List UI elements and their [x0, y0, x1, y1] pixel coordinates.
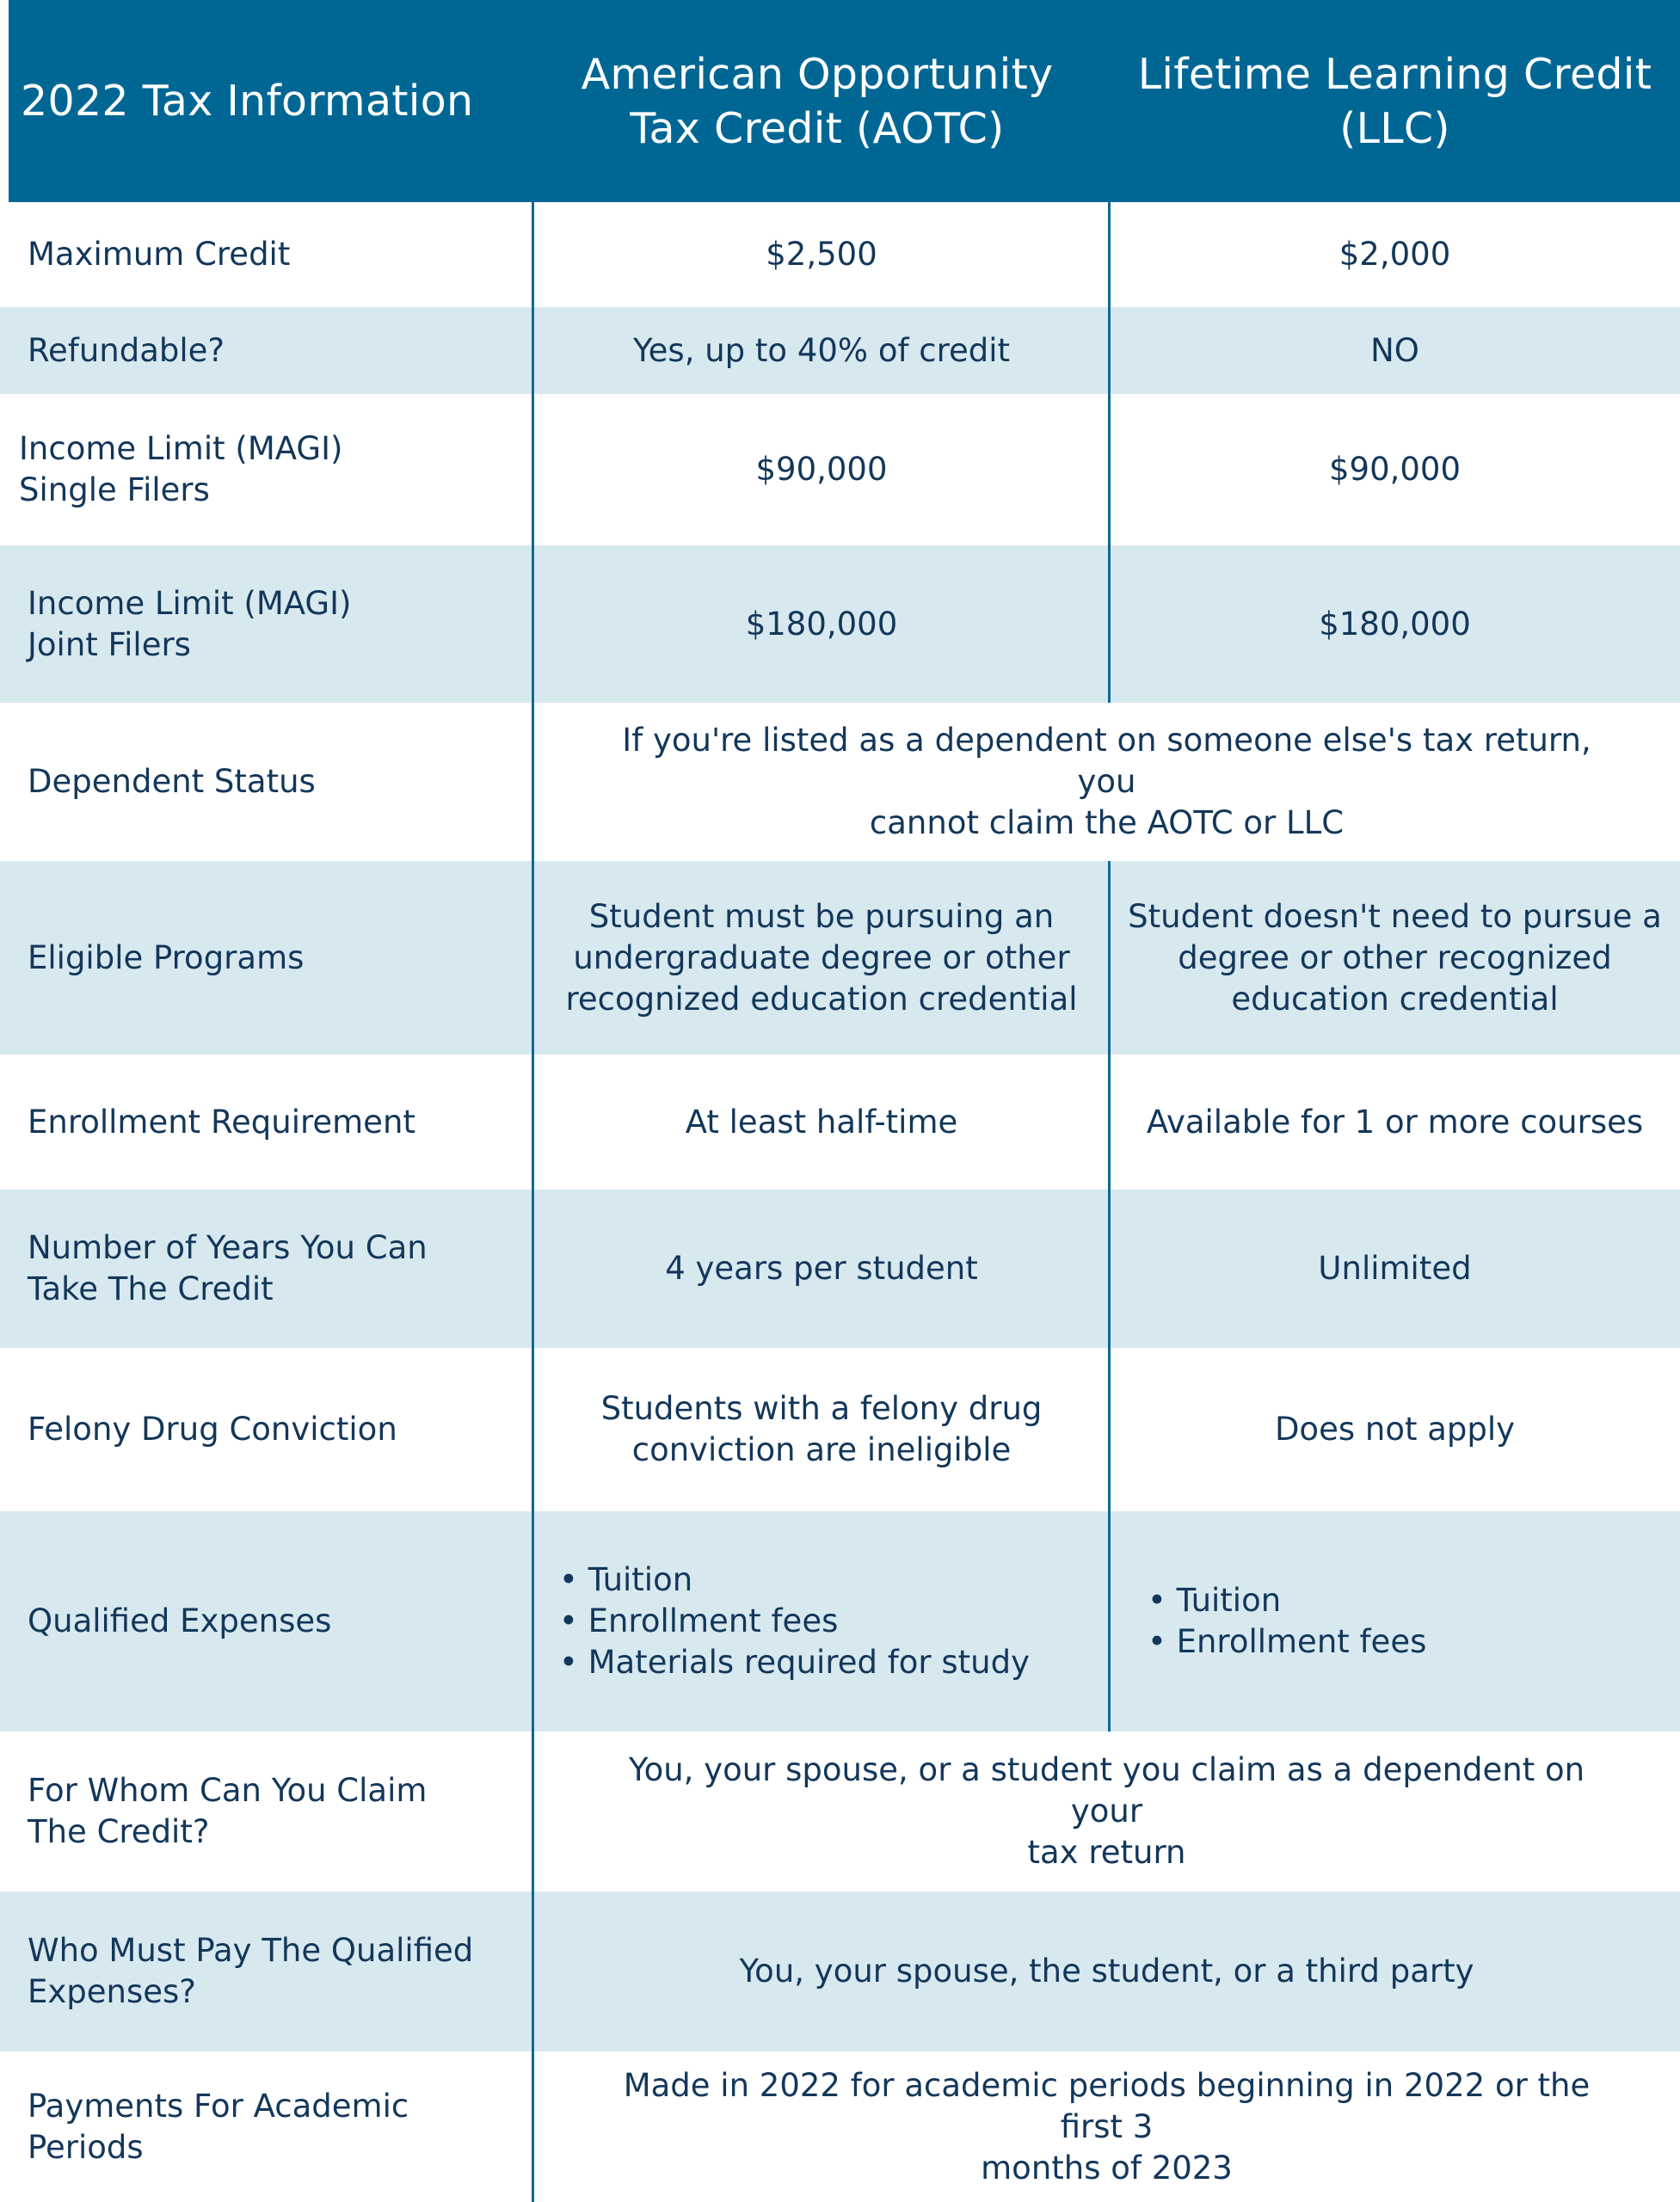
- column-divider-right: [1108, 202, 1111, 703]
- table-row: [0, 394, 1680, 545]
- column-divider-right: [1108, 861, 1111, 1731]
- table-row: [0, 1190, 1680, 1348]
- llc-value: $2,000: [1338, 236, 1451, 273]
- llc-value: Unlimited: [1318, 1250, 1472, 1287]
- row-label: Felony Drug Conviction: [28, 1411, 397, 1448]
- column-divider-left: [532, 202, 534, 2202]
- row-label: Eligible Programs: [28, 938, 305, 976]
- header-aotc-line2: Tax Credit (AOTC): [630, 103, 1005, 153]
- table-row: [0, 1348, 1680, 1511]
- aotc-value: Students with a felony drug conviction are ineligible: [600, 1390, 1043, 1468]
- shared-value: Made in 2022 for academic periods beginning in 2022 or the first 3 months of 2023: [623, 2066, 1591, 2187]
- aotc-value: Yes, up to 40% of credit: [632, 331, 1011, 369]
- table-row: [0, 1511, 1680, 1731]
- table-row: [0, 703, 1680, 861]
- llc-value: Available for 1 or more courses: [1146, 1103, 1644, 1141]
- shared-value: If you're listed as a dependent on someone else's tax return, you cannot claim the AOTC or LLC: [622, 722, 1591, 841]
- row-label: For Whom Can You Claim The Credit?: [28, 1772, 428, 1850]
- llc-value: $90,000: [1328, 451, 1461, 488]
- aotc-value: $180,000: [745, 605, 898, 643]
- table-row: [0, 1731, 1680, 1891]
- header-llc-line1: Lifetime Learning Credit: [1137, 49, 1652, 99]
- header-llc: [1110, 0, 1680, 202]
- header-llc-line2: (LLC): [1339, 103, 1450, 153]
- table-header: [9, 0, 1680, 202]
- aotc-expense-list: [533, 1511, 1110, 1731]
- row-label: Payments For Academic Periods: [28, 2087, 409, 2166]
- llc-value: Does not apply: [1274, 1411, 1516, 1448]
- aotc-value: $90,000: [755, 451, 888, 488]
- row-label: Income Limit (MAGI) Joint Filers: [28, 584, 352, 663]
- row-label: Number of Years You Can Take The Credit: [28, 1229, 428, 1307]
- aotc-value: $2,500: [766, 236, 877, 273]
- shared-value: You, your spouse, the student, or a third party: [739, 1953, 1474, 1990]
- header-tax-information: 2022 Tax Information: [21, 77, 474, 126]
- table-row: [0, 1891, 1680, 2051]
- table-row: [0, 545, 1680, 703]
- table-row: [0, 202, 1680, 307]
- table-row: [0, 307, 1680, 394]
- row-label: Who Must Pay The Qualified Expenses?: [28, 1932, 474, 2010]
- header-aotc: [533, 0, 1101, 202]
- aotc-value: At least half-time: [685, 1103, 958, 1141]
- aotc-value: 4 years per student: [665, 1250, 978, 1287]
- header-aotc-line1: American Opportunity: [581, 49, 1054, 99]
- llc-value: NO: [1370, 331, 1419, 369]
- llc-value: $180,000: [1319, 605, 1471, 643]
- row-label: Qualified Expenses: [28, 1602, 332, 1639]
- llc-expense-list: [1110, 1511, 1680, 1731]
- table-row: [0, 1055, 1680, 1190]
- list-item: • Enrollment fees: [1148, 1623, 1427, 1660]
- row-label: Enrollment Requirement: [28, 1103, 415, 1141]
- table-row: [0, 861, 1680, 1055]
- list-item: • Tuition: [559, 1561, 693, 1598]
- list-item: • Enrollment fees: [559, 1602, 839, 1639]
- list-item: • Tuition: [1148, 1582, 1282, 1619]
- row-label: Maximum Credit: [28, 236, 291, 273]
- row-label: Income Limit (MAGI) Single Filers: [19, 430, 343, 508]
- list-item: • Materials required for study: [559, 1644, 1030, 1681]
- llc-value: Student doesn't need to pursue a degree or other recognized education credential: [1128, 897, 1662, 1018]
- row-label: Refundable?: [28, 331, 225, 369]
- row-label: Dependent Status: [28, 763, 316, 800]
- aotc-value: Student must be pursuing an undergraduate degree or other recognized education credential: [565, 897, 1078, 1018]
- shared-value: You, your spouse, or a student you claim as a dependent on your tax return: [628, 1751, 1585, 1871]
- table-row: [0, 2051, 1680, 2202]
